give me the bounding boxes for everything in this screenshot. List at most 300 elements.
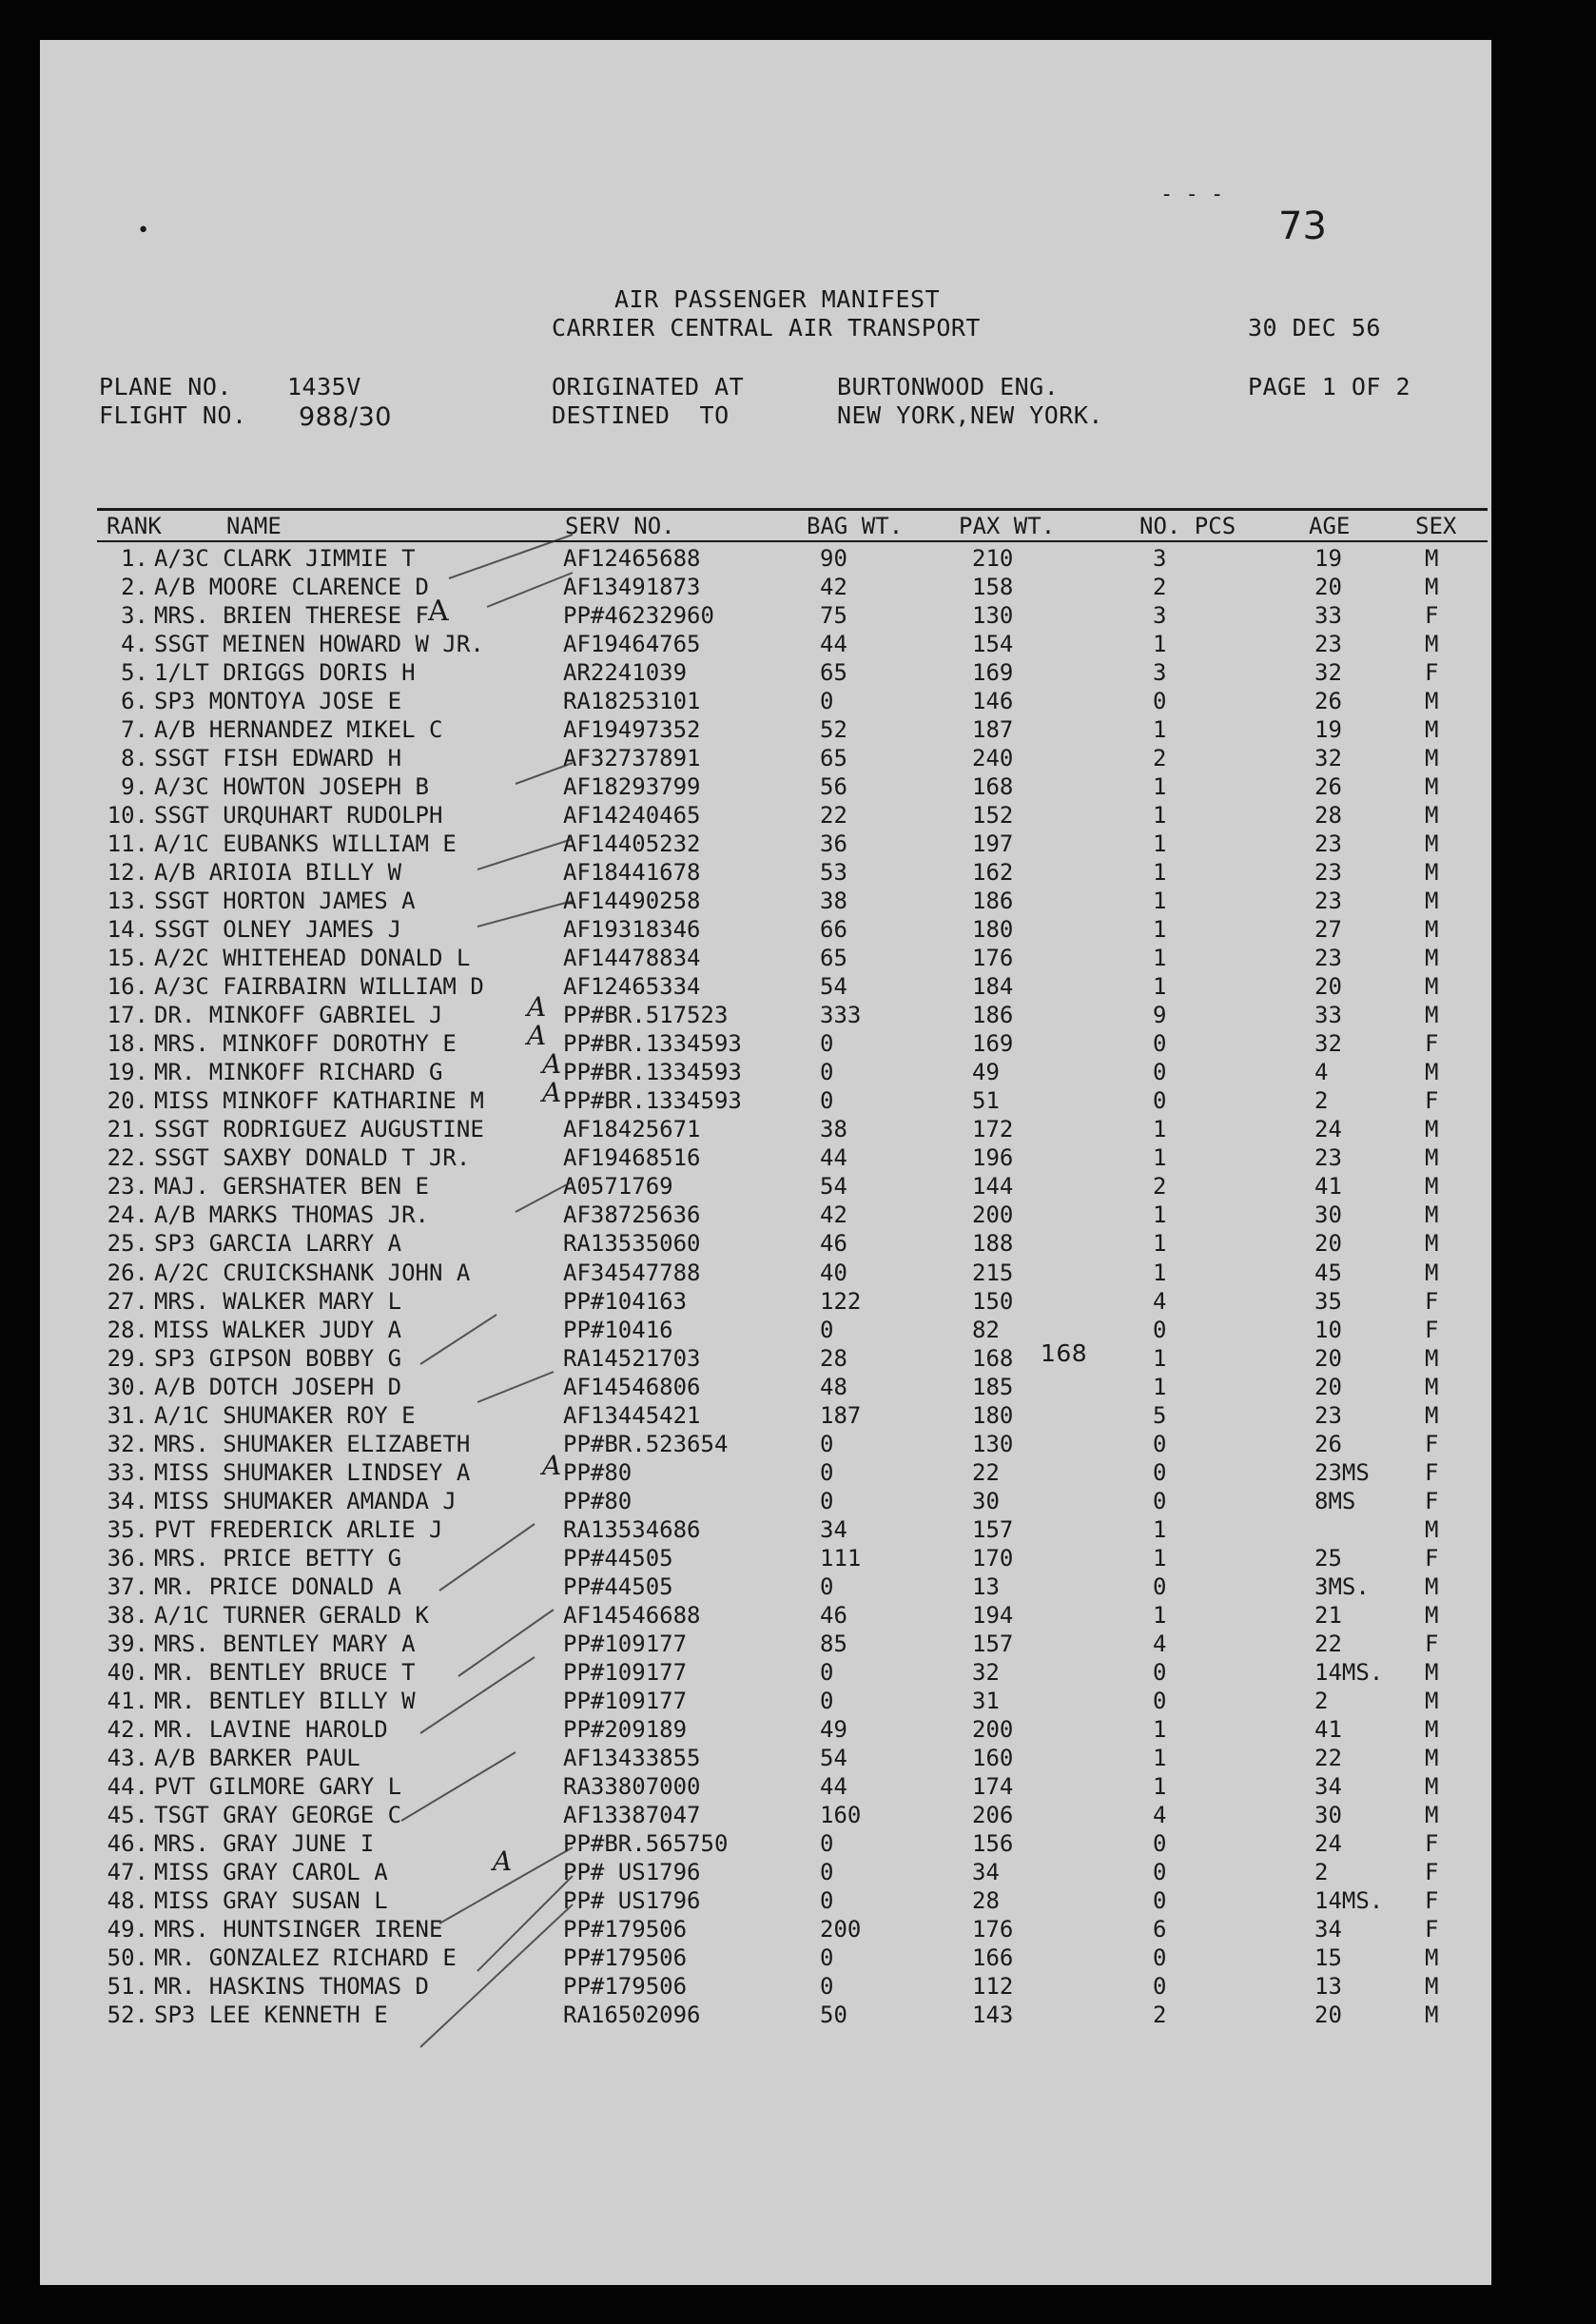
cell-sex: M — [1425, 1173, 1439, 1200]
cell-pax: 176 — [972, 945, 1014, 971]
handwritten-mark: A — [542, 1450, 562, 1481]
cell-num: 51. — [107, 1973, 148, 2000]
cell-rank-name: SP3 LEE KENNETH E — [154, 2002, 388, 2028]
cell-age: 26 — [1314, 773, 1342, 800]
cell-bag: 0 — [820, 1573, 834, 1600]
cell-num: 6. — [121, 688, 148, 714]
cell-pcs: 0 — [1153, 1059, 1167, 1085]
cell-num: 5. — [121, 659, 148, 686]
cell-age: 2 — [1314, 1688, 1329, 1714]
cell-rank-name: MRS. PRICE BETTY G — [154, 1545, 402, 1572]
cell-pcs: 2 — [1153, 574, 1167, 600]
cell-pax: 154 — [972, 631, 1014, 657]
cell-pax: 28 — [972, 1887, 1000, 1914]
cell-serv: AF18293799 — [563, 773, 701, 800]
cell-rank-name: MR. BENTLEY BRUCE T — [154, 1659, 416, 1686]
col-name: NAME — [226, 513, 282, 539]
cell-rank-name: SP3 GARCIA LARRY A — [154, 1230, 402, 1257]
cell-pcs: 1 — [1153, 1201, 1167, 1228]
cell-age: 28 — [1314, 802, 1342, 829]
cell-pcs: 3 — [1153, 545, 1167, 572]
cell-pcs: 1 — [1153, 773, 1167, 800]
cell-pax: 200 — [972, 1716, 1014, 1743]
cell-bag: 42 — [820, 1201, 847, 1228]
cell-num: 32. — [107, 1431, 148, 1457]
cell-serv: RA18253101 — [563, 688, 701, 714]
cell-sex: F — [1425, 1545, 1439, 1572]
cell-serv: AF19318346 — [563, 916, 701, 943]
cell-sex: M — [1425, 1230, 1439, 1257]
cell-rank-name: MRS. MINKOFF DOROTHY E — [154, 1030, 457, 1057]
cell-num: 19. — [107, 1059, 148, 1085]
cell-num: 42. — [107, 1716, 148, 1743]
cell-sex: M — [1425, 1260, 1439, 1286]
cell-pax: 185 — [972, 1374, 1014, 1400]
cell-bag: 65 — [820, 659, 847, 686]
carrier-line: CARRIER CENTRAL AIR TRANSPORT — [552, 314, 981, 342]
cell-rank-name: A/2C WHITEHEAD DONALD L — [154, 945, 471, 971]
cell-rank-name: MR. GONZALEZ RICHARD E — [154, 1944, 457, 1971]
cell-pcs: 1 — [1153, 1716, 1167, 1743]
cell-num: 27. — [107, 1288, 148, 1315]
cell-sex: M — [1425, 745, 1439, 771]
cell-num: 1. — [121, 545, 148, 572]
cell-pax: 197 — [972, 830, 1014, 857]
plane-number: 1435V — [287, 373, 361, 400]
cell-pax: 150 — [972, 1288, 1014, 1315]
cell-bag: 54 — [820, 973, 847, 1000]
cell-serv: PP#BR.517523 — [563, 1002, 729, 1028]
cell-bag: 0 — [820, 1859, 834, 1885]
cell-rank-name: SSGT HORTON JAMES A — [154, 888, 416, 914]
cell-pcs: 0 — [1153, 1317, 1167, 1343]
cell-pax: 144 — [972, 1173, 1014, 1200]
cell-age: 2 — [1314, 1087, 1329, 1114]
cell-rank-name: MR. BENTLEY BILLY W — [154, 1688, 416, 1714]
cell-num: 18. — [107, 1030, 148, 1057]
cell-sex: M — [1425, 716, 1439, 743]
cell-pax: 158 — [972, 574, 1014, 600]
cell-bag: 0 — [820, 1887, 834, 1914]
cell-pax: 49 — [972, 1059, 1000, 1085]
cell-serv: PP#BR.523654 — [563, 1431, 729, 1457]
cell-sex: M — [1425, 1402, 1439, 1429]
cell-sex: F — [1425, 1830, 1439, 1857]
cell-pcs: 1 — [1153, 1516, 1167, 1543]
cell-rank-name: A/1C EUBANKS WILLIAM E — [154, 830, 457, 857]
cell-bag: 46 — [820, 1602, 847, 1629]
cell-serv: PP#109177 — [563, 1631, 688, 1657]
cell-sex: M — [1425, 973, 1439, 1000]
cell-pax: 82 — [972, 1317, 1000, 1343]
cell-sex: M — [1425, 859, 1439, 886]
cell-num: 49. — [107, 1916, 148, 1943]
cell-bag: 22 — [820, 802, 847, 829]
cell-bag: 200 — [820, 1916, 862, 1943]
cell-sex: F — [1425, 1916, 1439, 1943]
cell-num: 47. — [107, 1859, 148, 1885]
cell-pcs: 0 — [1153, 1688, 1167, 1714]
cell-pcs: 1 — [1153, 631, 1167, 657]
cell-serv: AF14478834 — [563, 945, 701, 971]
cell-age: 2 — [1314, 1859, 1329, 1885]
cell-pax: 180 — [972, 916, 1014, 943]
col-pax: PAX WT. — [959, 513, 1056, 539]
cell-rank-name: MISS GRAY SUSAN L — [154, 1887, 388, 1914]
cell-num: 30. — [107, 1374, 148, 1400]
cell-pax: 162 — [972, 859, 1014, 886]
cell-age: 20 — [1314, 574, 1342, 600]
cell-rank-name: SP3 GIPSON BOBBY G — [154, 1345, 402, 1372]
cell-rank-name: MRS. BENTLEY MARY A — [154, 1631, 416, 1657]
cell-pax: 186 — [972, 888, 1014, 914]
handwritten-mark: A — [542, 1077, 562, 1108]
cell-bag: 0 — [820, 1431, 834, 1457]
cell-pcs: 0 — [1153, 1944, 1167, 1971]
cell-sex: M — [1425, 1773, 1439, 1800]
cell-serv: AR2241039 — [563, 659, 688, 686]
cell-rank-name: A/B HERNANDEZ MIKEL C — [154, 716, 443, 743]
cell-pax: 200 — [972, 1201, 1014, 1228]
cell-age: 33 — [1314, 602, 1342, 629]
cell-pcs: 1 — [1153, 973, 1167, 1000]
cell-serv: PP#209189 — [563, 1716, 688, 1743]
manifest-date: 30 DEC 56 — [1248, 314, 1381, 342]
cell-num: 9. — [121, 773, 148, 800]
cell-pcs: 0 — [1153, 1973, 1167, 2000]
cell-bag: 54 — [820, 1745, 847, 1771]
cell-sex: M — [1425, 1374, 1439, 1400]
cell-bag: 48 — [820, 1374, 847, 1400]
cell-pcs: 2 — [1153, 1173, 1167, 1200]
cell-num: 13. — [107, 888, 148, 914]
cell-bag: 46 — [820, 1230, 847, 1257]
cell-serv: AF13433855 — [563, 1745, 701, 1771]
cell-age: 34 — [1314, 1916, 1342, 1943]
cell-pcs: 1 — [1153, 888, 1167, 914]
cell-rank-name: MISS MINKOFF KATHARINE M — [154, 1087, 484, 1114]
cell-pax: 130 — [972, 1431, 1014, 1457]
cell-pax: 51 — [972, 1087, 1000, 1114]
cell-num: 11. — [107, 830, 148, 857]
cell-pcs: 4 — [1153, 1631, 1167, 1657]
cell-num: 45. — [107, 1802, 148, 1828]
cell-sex: F — [1425, 1431, 1439, 1457]
cell-rank-name: MRS. GRAY JUNE I — [154, 1830, 375, 1857]
cell-bag: 28 — [820, 1345, 847, 1372]
cell-sex: M — [1425, 1944, 1439, 1971]
cell-pcs: 2 — [1153, 2002, 1167, 2028]
cell-age: 24 — [1314, 1830, 1342, 1857]
cell-num: 36. — [107, 1545, 148, 1572]
cell-pax: 157 — [972, 1631, 1014, 1657]
cell-num: 25. — [107, 1230, 148, 1257]
cell-age: 23 — [1314, 631, 1342, 657]
cell-rank-name: MR. LAVINE HAROLD — [154, 1716, 388, 1743]
cell-sex: M — [1425, 830, 1439, 857]
cell-pcs: 1 — [1153, 1602, 1167, 1629]
plane-label: PLANE NO. — [99, 373, 232, 400]
cell-bag: 53 — [820, 859, 847, 886]
cell-bag: 0 — [820, 1973, 834, 2000]
flight-label: FLIGHT NO. — [99, 401, 247, 429]
cell-pcs: 9 — [1153, 1002, 1167, 1028]
manifest-page — [40, 40, 1491, 2285]
cell-age: 13 — [1314, 1973, 1342, 2000]
cell-num: 8. — [121, 745, 148, 771]
col-serv: SERV NO. — [565, 513, 675, 539]
cell-bag: 90 — [820, 545, 847, 572]
cell-bag: 187 — [820, 1402, 862, 1429]
cell-sex: M — [1425, 1688, 1439, 1714]
cell-pcs: 0 — [1153, 1030, 1167, 1057]
cell-bag: 75 — [820, 602, 847, 629]
cell-pcs: 1 — [1153, 1116, 1167, 1142]
cell-bag: 34 — [820, 1516, 847, 1543]
cell-bag: 56 — [820, 773, 847, 800]
cell-serv: A0571769 — [563, 1173, 673, 1200]
cell-bag: 38 — [820, 1116, 847, 1142]
cell-pcs: 5 — [1153, 1402, 1167, 1429]
cell-rank-name: MR. HASKINS THOMAS D — [154, 1973, 429, 2000]
cell-bag: 0 — [820, 1944, 834, 1971]
cell-pax: 112 — [972, 1973, 1014, 2000]
cell-pax: 168 — [972, 773, 1014, 800]
cell-age: 4 — [1314, 1059, 1329, 1085]
cell-num: 41. — [107, 1688, 148, 1714]
cell-serv: AF14546688 — [563, 1602, 701, 1629]
cell-sex: M — [1425, 688, 1439, 714]
cell-serv: PP# US1796 — [563, 1859, 701, 1885]
cell-sex: F — [1425, 1030, 1439, 1057]
cell-serv: RA33807000 — [563, 1773, 701, 1800]
page-of: PAGE 1 OF 2 — [1248, 373, 1411, 400]
cell-sex: F — [1425, 1488, 1439, 1514]
col-bag: BAG WT. — [807, 513, 904, 539]
cell-age: 32 — [1314, 1030, 1342, 1057]
cell-pax: 186 — [972, 1002, 1014, 1028]
cell-age: 35 — [1314, 1288, 1342, 1315]
cell-age: 32 — [1314, 745, 1342, 771]
cell-pcs: 0 — [1153, 1087, 1167, 1114]
cell-pcs: 0 — [1153, 1459, 1167, 1486]
cell-age: 26 — [1314, 1431, 1342, 1457]
cell-bag: 65 — [820, 745, 847, 771]
cell-rank-name: A/3C FAIRBAIRN WILLIAM D — [154, 973, 484, 1000]
cell-num: 34. — [107, 1488, 148, 1514]
cell-age: 19 — [1314, 716, 1342, 743]
cell-sex: M — [1425, 1802, 1439, 1828]
cell-sex: M — [1425, 1516, 1439, 1543]
cell-pcs: 1 — [1153, 1260, 1167, 1286]
cell-pax: 130 — [972, 602, 1014, 629]
cell-pax: 168 — [972, 1345, 1014, 1372]
cell-num: 50. — [107, 1944, 148, 1971]
cell-pax: 196 — [972, 1144, 1014, 1171]
cell-sex: M — [1425, 1973, 1439, 2000]
cell-pax: 169 — [972, 1030, 1014, 1057]
cell-sex: M — [1425, 1059, 1439, 1085]
cell-pcs: 4 — [1153, 1288, 1167, 1315]
cell-rank-name: MR. MINKOFF RICHARD G — [154, 1059, 443, 1085]
cell-bag: 42 — [820, 574, 847, 600]
cell-age: 19 — [1314, 545, 1342, 572]
scan-speck: - - - — [1160, 183, 1224, 206]
cell-sex: M — [1425, 945, 1439, 971]
cell-rank-name: A/1C TURNER GERALD K — [154, 1602, 429, 1629]
originated-value: BURTONWOOD ENG. — [837, 373, 1060, 400]
cell-age: 20 — [1314, 1374, 1342, 1400]
cell-pax: 215 — [972, 1260, 1014, 1286]
cell-rank-name: A/B DOTCH JOSEPH D — [154, 1374, 402, 1400]
cell-serv: PP#179506 — [563, 1973, 688, 2000]
cell-bag: 0 — [820, 1059, 834, 1085]
cell-sex: M — [1425, 802, 1439, 829]
cell-sex: M — [1425, 545, 1439, 572]
cell-sex: M — [1425, 1002, 1439, 1028]
cell-bag: 0 — [820, 688, 834, 714]
cell-serv: AF14405232 — [563, 830, 701, 857]
cell-num: 37. — [107, 1573, 148, 1600]
cell-num: 44. — [107, 1773, 148, 1800]
cell-rank-name: A/2C CRUICKSHANK JOHN A — [154, 1260, 471, 1286]
cell-pcs: 0 — [1153, 688, 1167, 714]
cell-pcs: 3 — [1153, 602, 1167, 629]
cell-serv: RA14521703 — [563, 1345, 701, 1372]
cell-rank-name: A/B MOORE CLARENCE D — [154, 574, 429, 600]
destined-label: DESTINED TO — [552, 401, 730, 429]
cell-rank-name: MISS WALKER JUDY A — [154, 1317, 402, 1343]
cell-bag: 0 — [820, 1659, 834, 1686]
cell-pax: 30 — [972, 1488, 1000, 1514]
cell-bag: 44 — [820, 1773, 847, 1800]
cell-serv: RA13534686 — [563, 1516, 701, 1543]
cell-age: 25 — [1314, 1545, 1342, 1572]
cell-pcs: 1 — [1153, 802, 1167, 829]
cell-age: 15 — [1314, 1944, 1342, 1971]
cell-age: 33 — [1314, 1002, 1342, 1028]
destined-value: NEW YORK,NEW YORK. — [837, 401, 1103, 429]
cell-num: 3. — [121, 602, 148, 629]
cell-num: 10. — [107, 802, 148, 829]
cell-pax: 13 — [972, 1573, 1000, 1600]
cell-age: 26 — [1314, 688, 1342, 714]
cell-serv: PP#80 — [563, 1459, 633, 1486]
cell-pax: 156 — [972, 1830, 1014, 1857]
cell-bag: 44 — [820, 631, 847, 657]
cell-pax: 143 — [972, 2002, 1014, 2028]
cell-pax: 160 — [972, 1745, 1014, 1771]
cell-rank-name: MISS SHUMAKER AMANDA J — [154, 1488, 457, 1514]
cell-sex: M — [1425, 888, 1439, 914]
cell-serv: RA16502096 — [563, 2002, 701, 2028]
cell-bag: 333 — [820, 1002, 862, 1028]
cell-age: 23 — [1314, 859, 1342, 886]
cell-age: 20 — [1314, 1345, 1342, 1372]
cell-rank-name: MRS. HUNTSINGER IRENE — [154, 1916, 443, 1943]
cell-sex: F — [1425, 602, 1439, 629]
cell-bag: 85 — [820, 1631, 847, 1657]
cell-age: 30 — [1314, 1802, 1342, 1828]
cell-age: 20 — [1314, 2002, 1342, 2028]
originated-label: ORIGINATED AT — [552, 373, 745, 400]
cell-pax: 157 — [972, 1516, 1014, 1543]
cell-sex: M — [1425, 1573, 1439, 1600]
pen-check-marks — [40, 40, 1491, 2285]
cell-serv: AF38725636 — [563, 1201, 701, 1228]
cell-pax: 194 — [972, 1602, 1014, 1629]
cell-num: 23. — [107, 1173, 148, 1200]
cell-age: 32 — [1314, 659, 1342, 686]
cell-num: 43. — [107, 1745, 148, 1771]
cell-num: 2. — [121, 574, 148, 600]
cell-pcs: 1 — [1153, 1230, 1167, 1257]
cell-sex: M — [1425, 773, 1439, 800]
cell-sex: M — [1425, 1716, 1439, 1743]
cell-pcs: 1 — [1153, 1773, 1167, 1800]
cell-num: 15. — [107, 945, 148, 971]
cell-bag: 36 — [820, 830, 847, 857]
cell-sex: F — [1425, 1459, 1439, 1486]
cell-num: 35. — [107, 1516, 148, 1543]
cell-num: 39. — [107, 1631, 148, 1657]
cell-bag: 66 — [820, 916, 847, 943]
cell-rank-name: DR. MINKOFF GABRIEL J — [154, 1002, 443, 1028]
cell-serv: AF13491873 — [563, 574, 701, 600]
handwritten-mark: A — [527, 991, 547, 1023]
cell-serv: PP#46232960 — [563, 602, 714, 629]
cell-age: 14MS. — [1314, 1659, 1384, 1686]
cell-age: 20 — [1314, 1230, 1342, 1257]
cell-rank-name: SSGT FISH EDWARD H — [154, 745, 402, 771]
cell-sex: M — [1425, 1116, 1439, 1142]
cell-rank-name: SSGT RODRIGUEZ AUGUSTINE — [154, 1116, 484, 1142]
cell-rank-name: MR. PRICE DONALD A — [154, 1573, 402, 1600]
cell-pcs: 0 — [1153, 1887, 1167, 1914]
cell-pax: 176 — [972, 1916, 1014, 1943]
cell-bag: 0 — [820, 1488, 834, 1514]
cell-bag: 0 — [820, 1459, 834, 1486]
cell-sex: M — [1425, 1745, 1439, 1771]
col-sex: SEX — [1415, 513, 1457, 539]
cell-pax: 169 — [972, 659, 1014, 686]
cell-rank-name: A/1C SHUMAKER ROY E — [154, 1402, 416, 1429]
cell-age: 22 — [1314, 1745, 1342, 1771]
page-number: 73 — [1278, 205, 1327, 248]
cell-bag: 111 — [820, 1545, 862, 1572]
cell-rank-name: A/B MARKS THOMAS JR. — [154, 1201, 429, 1228]
cell-num: 21. — [107, 1116, 148, 1142]
cell-sex: F — [1425, 1317, 1439, 1343]
manifest-title: AIR PASSENGER MANIFEST — [614, 285, 941, 313]
cell-rank-name: PVT FREDERICK ARLIE J — [154, 1516, 443, 1543]
cell-pcs: 3 — [1153, 659, 1167, 686]
cell-num: 28. — [107, 1317, 148, 1343]
handwritten-mark: A — [428, 595, 450, 628]
cell-bag: 0 — [820, 1830, 834, 1857]
cell-age: 14MS. — [1314, 1887, 1384, 1914]
cell-bag: 0 — [820, 1317, 834, 1343]
cell-rank-name: MRS. BRIEN THERESE F — [154, 602, 429, 629]
cell-age: 45 — [1314, 1260, 1342, 1286]
cell-serv: AF12465334 — [563, 973, 701, 1000]
cell-pcs: 1 — [1153, 916, 1167, 943]
cell-sex: F — [1425, 1087, 1439, 1114]
cell-serv: AF12465688 — [563, 545, 701, 572]
col-rank: RANK — [107, 513, 162, 539]
cell-age: 3MS. — [1314, 1573, 1370, 1600]
cell-pcs: 0 — [1153, 1573, 1167, 1600]
